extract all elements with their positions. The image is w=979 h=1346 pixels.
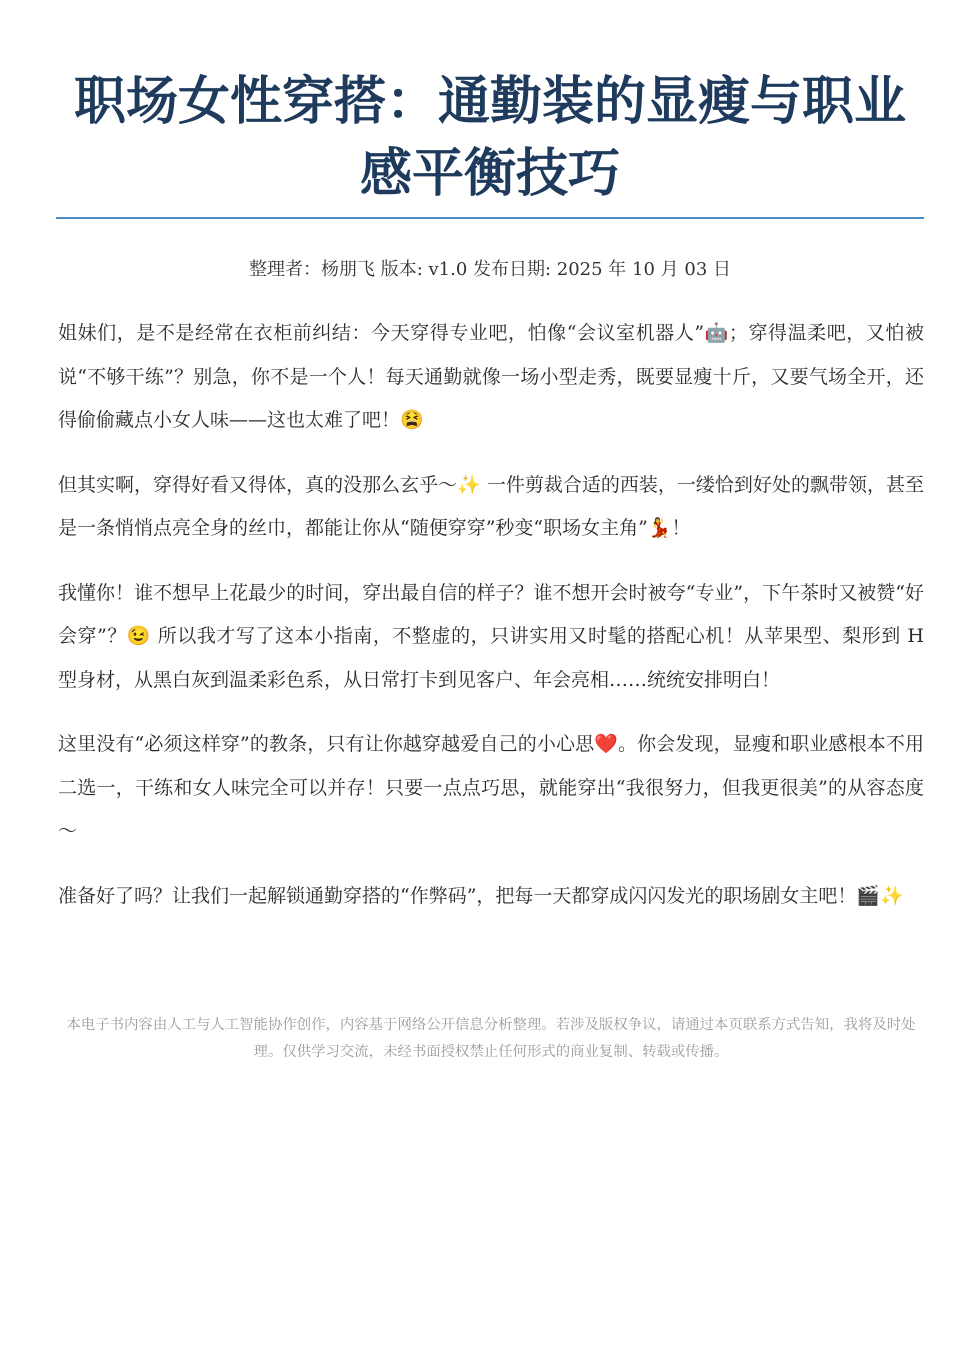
paragraph-3: 我懂你！谁不想早上花最少的时间，穿出最自信的样子？谁不想开会时被夸“专业”，下午茶时又被赞“好会穿”？😉 所以我才写了这本小指南，不整虚的，只讲实用又时髦的搭配心机！从苹果型、梨形到 H 型身材，从黑白灰到温柔彩色系，从日常打卡到见客户、年会亮相……统统安排明白！: [58, 581, 924, 691]
paragraph-1: 姐妹们，是不是经常在衣柜前纠结：今天穿得专业吧，怕像“会议室机器人”🤖；穿得温柔吧，又怕被说“不够干练”？别急，你不是一个人！每天通勤就像一场小型走秀，既要显瘦十斤，又要气场全开，还得偷偷藏点小女人味——这也太难了吧！😫: [58, 322, 924, 431]
title-divider: [56, 217, 924, 219]
paragraph-2: 但其实啊，穿得好看又得体，真的没那么玄乎～✨ 一件剪裁合适的西装，一缕恰到好处的飘带领，甚至是一条悄悄点亮全身的丝巾，都能让你从“随便穿穿”秒变“职场女主角”💃！: [58, 473, 924, 539]
copyright-notice: 本电子书内容由人工与人工智能协作创作，内容基于网络公开信息分析整理。若涉及版权争议，请通过本页联系方式告知，我将及时处理。仅供学习交流，未经书面授权禁止任何形式的商业复制、转载或传播。: [66, 1017, 916, 1060]
document-title: 职场女性穿搭：通勤装的显瘦与职业感平衡技巧: [73, 72, 906, 204]
document-body: [58, 312, 924, 939]
paragraph-5: 准备好了吗？让我们一起解锁通勤穿搭的“作弊码”，把每一天都穿成闪闪发光的职场剧女主吧！🎬✨: [58, 884, 904, 907]
document-meta: 整理者：杨朋飞 版本: v1.0 发布日期: 2025 年 10 月 03 日: [248, 259, 732, 280]
paragraph-4: 这里没有“必须这样穿”的教条，只有让你越穿越爱自己的小心思❤️。你会发现，显瘦和职业感根本不用二选一，干练和女人味完全可以并存！只要一点点巧思，就能穿出“我很努力，但我更很美”的从容态度～: [58, 733, 924, 842]
